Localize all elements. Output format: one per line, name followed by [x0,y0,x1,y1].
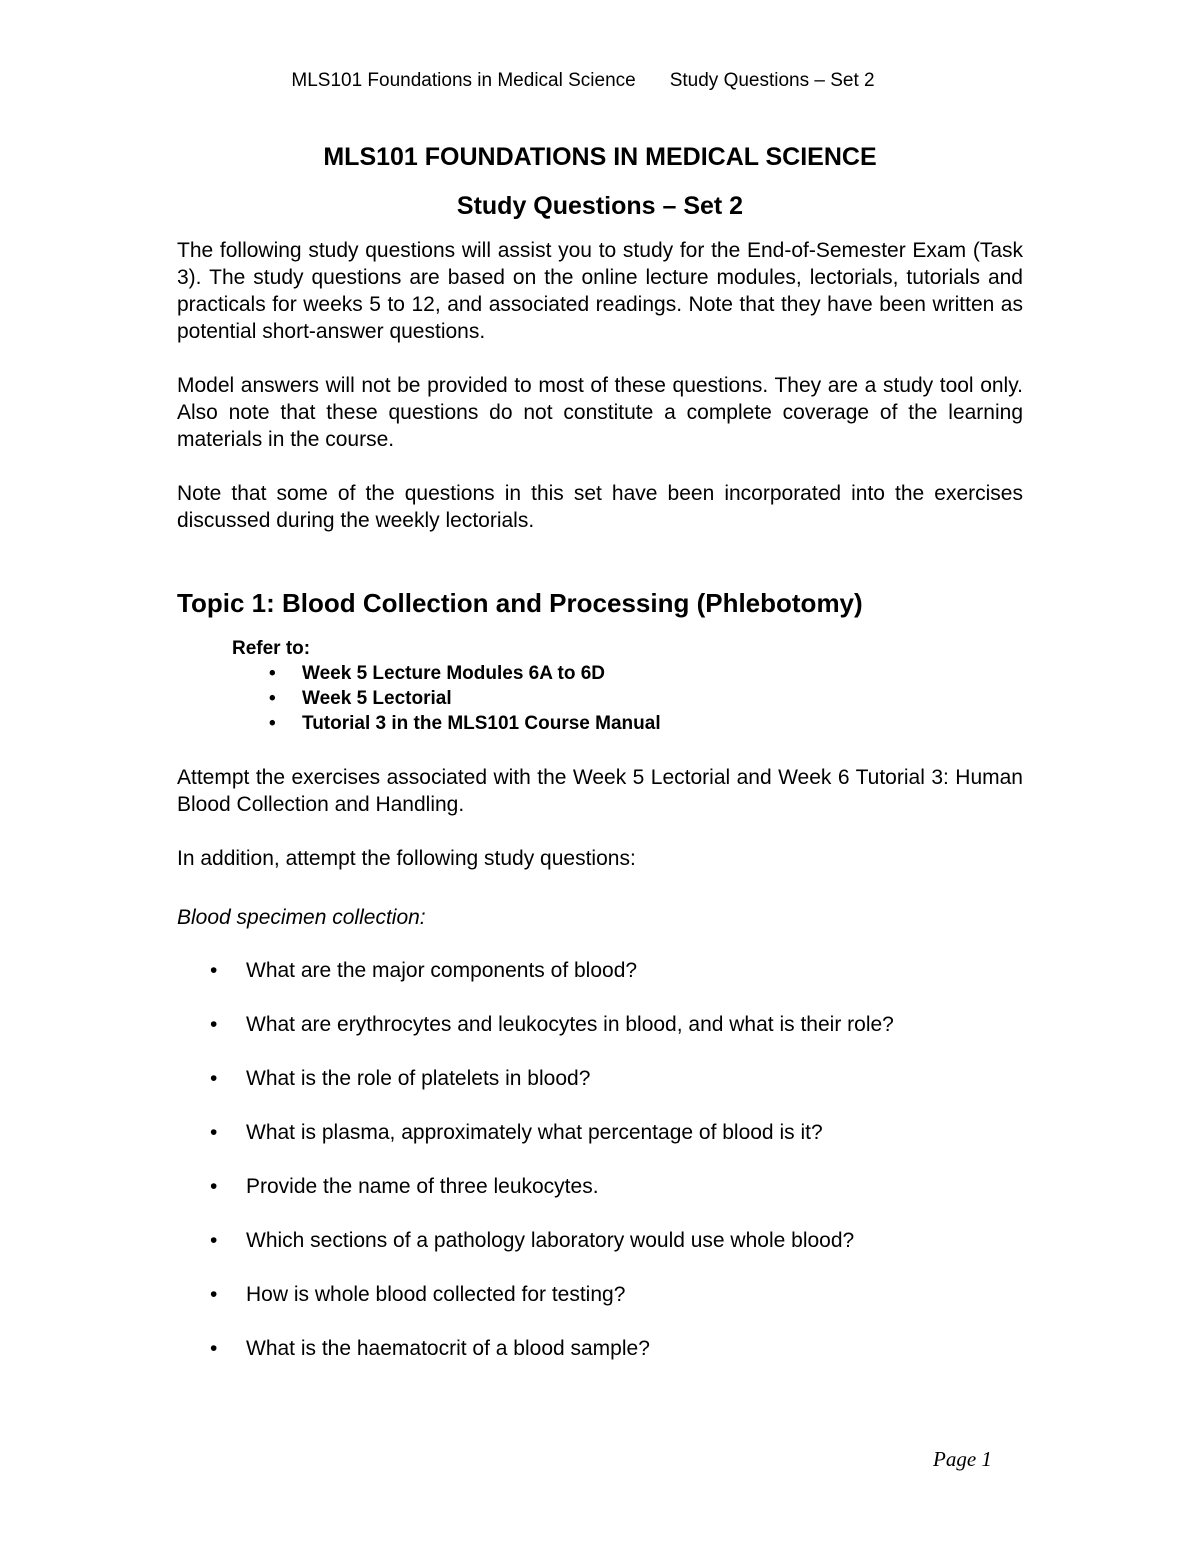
refer-item [232,661,1023,686]
question-item [177,1011,1023,1038]
bullet-icon: • [269,713,276,734]
header-set: Study Questions – Set 2 [669,70,875,91]
section-heading: Blood specimen collection: [177,906,426,929]
refer-item-text: Week 5 Lecture Modules 6A to 6D [302,663,606,684]
question-text: What is plasma, approximately what percentage of blood is it? [246,1121,823,1144]
bullet-icon: • [210,959,218,982]
bullet-icon: • [210,1229,218,1252]
question-item [177,1173,1023,1200]
question-item [177,1281,1023,1308]
refer-label: Refer to: [232,638,311,659]
question-item [177,1119,1023,1146]
bullet-icon: • [269,663,276,684]
question-text: Which sections of a pathology laboratory would use whole blood? [246,1229,855,1252]
question-text: Provide the name of three leukocytes. [246,1175,599,1198]
question-item [177,1335,1023,1362]
running-header [0,70,1166,92]
question-text: How is whole blood collected for testing? [246,1283,626,1306]
question-text: What is the role of platelets in blood? [246,1067,591,1090]
refer-item [232,686,1023,711]
bullet-icon: • [210,1175,218,1198]
bullet-icon: • [210,1121,218,1144]
refer-item [232,711,1023,736]
addition-paragraph: In addition, attempt the following study questions: [177,847,636,870]
document-subtitle: Study Questions – Set 2 [456,192,744,220]
bullet-icon: • [210,1013,218,1036]
intro-paragraph-2: Model answers will not be provided to most of these questions. They are a study tool only. Also note that these questions do not constitute a complete coverage of the learning materials in the course. [177,374,1023,451]
intro-paragraph-3: Note that some of the questions in this set have been incorporated into the exercises discussed during the weekly lectorials. [177,482,1023,532]
page-number: Page 1 [933,1447,992,1471]
header-course: MLS101 Foundations in Medical Science [291,70,636,91]
page-content [177,140,1023,1389]
intro-paragraph-1: The following study questions will assist you to study for the End-of-Semester Exam (Task 3). The study questions are based on the online lecture modules, lectorials, tutorials and practicals for weeks 5 to 12, and associated readings. Note that they have been written as potential short-answer questions. [177,239,1023,343]
question-item [177,1065,1023,1092]
question-item [177,957,1023,984]
question-text: What are erythrocytes and leukocytes in blood, and what is their role? [246,1013,894,1036]
attempt-paragraph: Attempt the exercises associated with the Week 5 Lectorial and Week 6 Tutorial 3: Human Blood Collection and Handling. [177,766,1023,816]
bullet-icon: • [269,688,276,709]
refer-item-text: Week 5 Lectorial [302,688,452,709]
question-list [177,957,1023,1362]
topic-heading: Topic 1: Blood Collection and Processing (Phlebotomy) [177,588,863,618]
question-item [177,1227,1023,1254]
refer-list [232,661,1023,736]
question-text: What are the major components of blood? [246,959,638,982]
question-text: What is the haematocrit of a blood sample? [246,1337,650,1360]
bullet-icon: • [210,1337,218,1360]
bullet-icon: • [210,1283,218,1306]
bullet-icon: • [210,1067,218,1090]
refer-item-text: Tutorial 3 in the MLS101 Course Manual [302,713,661,734]
document-title: MLS101 FOUNDATIONS IN MEDICAL SCIENCE [323,143,877,171]
refer-block [232,636,1023,736]
